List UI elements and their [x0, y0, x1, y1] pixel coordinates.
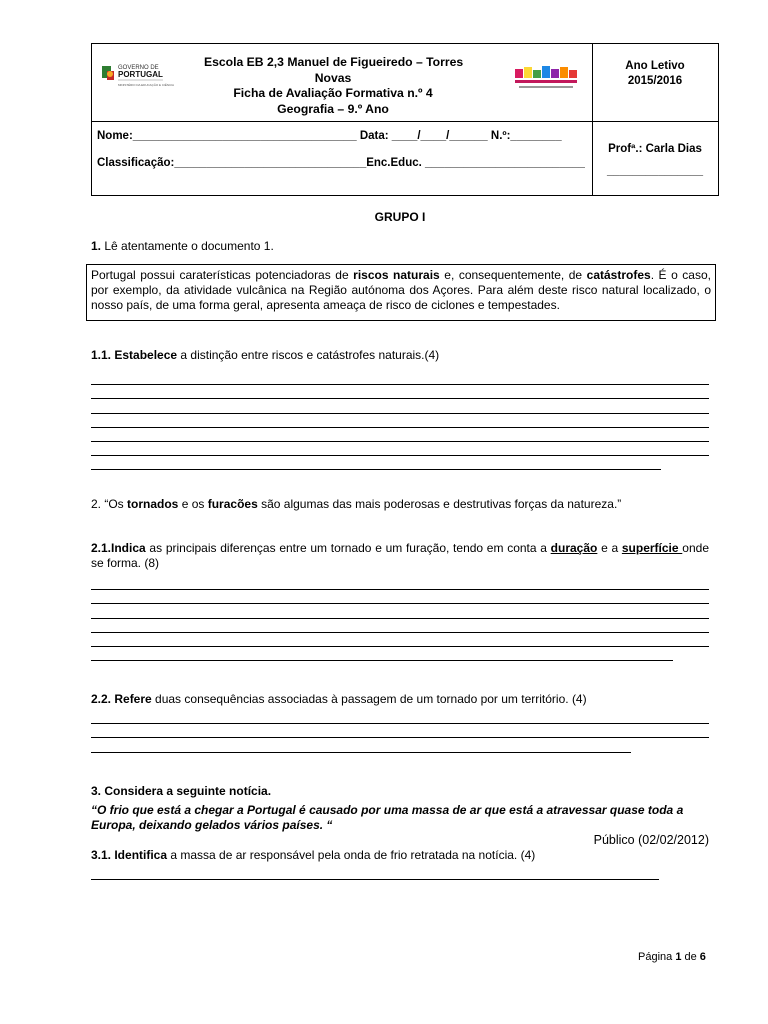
gov-logo-line1: GOVERNO DE [118, 65, 159, 71]
question-1: 1. Lê atentamente o documento 1. [91, 239, 274, 253]
school-year-label: Ano Letivo [625, 60, 685, 72]
header-table [91, 43, 719, 196]
answer-lines [91, 576, 709, 661]
answer-lines [91, 371, 709, 470]
answer-lines [91, 866, 709, 880]
news-source: Público (02/02/2012) [593, 833, 709, 847]
school-year-value: 2015/2016 [627, 75, 683, 87]
classification-row: Classificação:______________________________Enc.Educ. _________________________ [97, 157, 585, 169]
question-2-2: 2.2. Refere duas consequências associadas à passagem de um tornado por um território. (4) [91, 692, 587, 706]
divider [92, 121, 718, 122]
worksheet-title: Ficha de Avaliação Formativa n.º 4 [233, 86, 433, 100]
teacher-info [592, 138, 718, 182]
page-number: Página 1 de 6 [638, 951, 706, 963]
school-logo [513, 59, 579, 97]
teacher-signature-line: _______________ [607, 165, 703, 177]
gov-logo-line2: PORTUGAL [118, 70, 163, 79]
school-title [204, 55, 462, 117]
school-line2: Novas [314, 70, 352, 85]
teacher-name: Profª.: Carla Dias [608, 143, 702, 155]
news-quote: “O frio que está a chegar a Portugal é causado por uma massa de ar que está a atravessar quase toda a Europa, deixando gelados vários países. “ [91, 803, 684, 832]
student-info-row: Nome:___________________________________ Data: ____/____/______ N.º:________ [97, 130, 562, 142]
document-1-box: Portugal possui caraterísticas potenciadoras de riscos naturais e, consequentemente, de catástrofes. É o caso, por exemplo, da atividade vulcânica na Região autónoma dos Açores. Para além deste risco natural localizado, o nosso país, de uma forma geral, apresenta ameaça de risco de ciclones e tempestades. [86, 264, 716, 321]
school-line1: Escola EB 2,3 Manuel de Figueiredo – Torres [204, 55, 464, 69]
subject-title: Geografia – 9.º Ano [277, 101, 389, 116]
question-2: 2. “Os tornados e os furacões são algumas das mais poderosas e destrutivas forças da natureza.” [91, 497, 622, 511]
question-2-1: 2.1.Indica as principais diferenças entre um tornado e um furação, tendo em conta a duração e a superfície onde se forma. (8) [91, 541, 709, 570]
answer-lines [91, 710, 709, 753]
governo-portugal-logo [101, 60, 175, 94]
school-year [592, 59, 718, 89]
question-3-1: 3.1. Identifica a massa de ar responsável pela onda de frio retratada na notícia. (4) [91, 848, 536, 862]
question-3: 3. Considera a seguinte notícia. [91, 784, 272, 798]
question-1-1: 1.1. Estabelece a distinção entre riscos e catástrofes naturais.(4) [91, 348, 440, 362]
group-heading: GRUPO I [374, 210, 426, 224]
gov-logo-line3: MINISTÉRIO DA EDUCAÇÃO E CIÊNCIA [118, 83, 175, 87]
